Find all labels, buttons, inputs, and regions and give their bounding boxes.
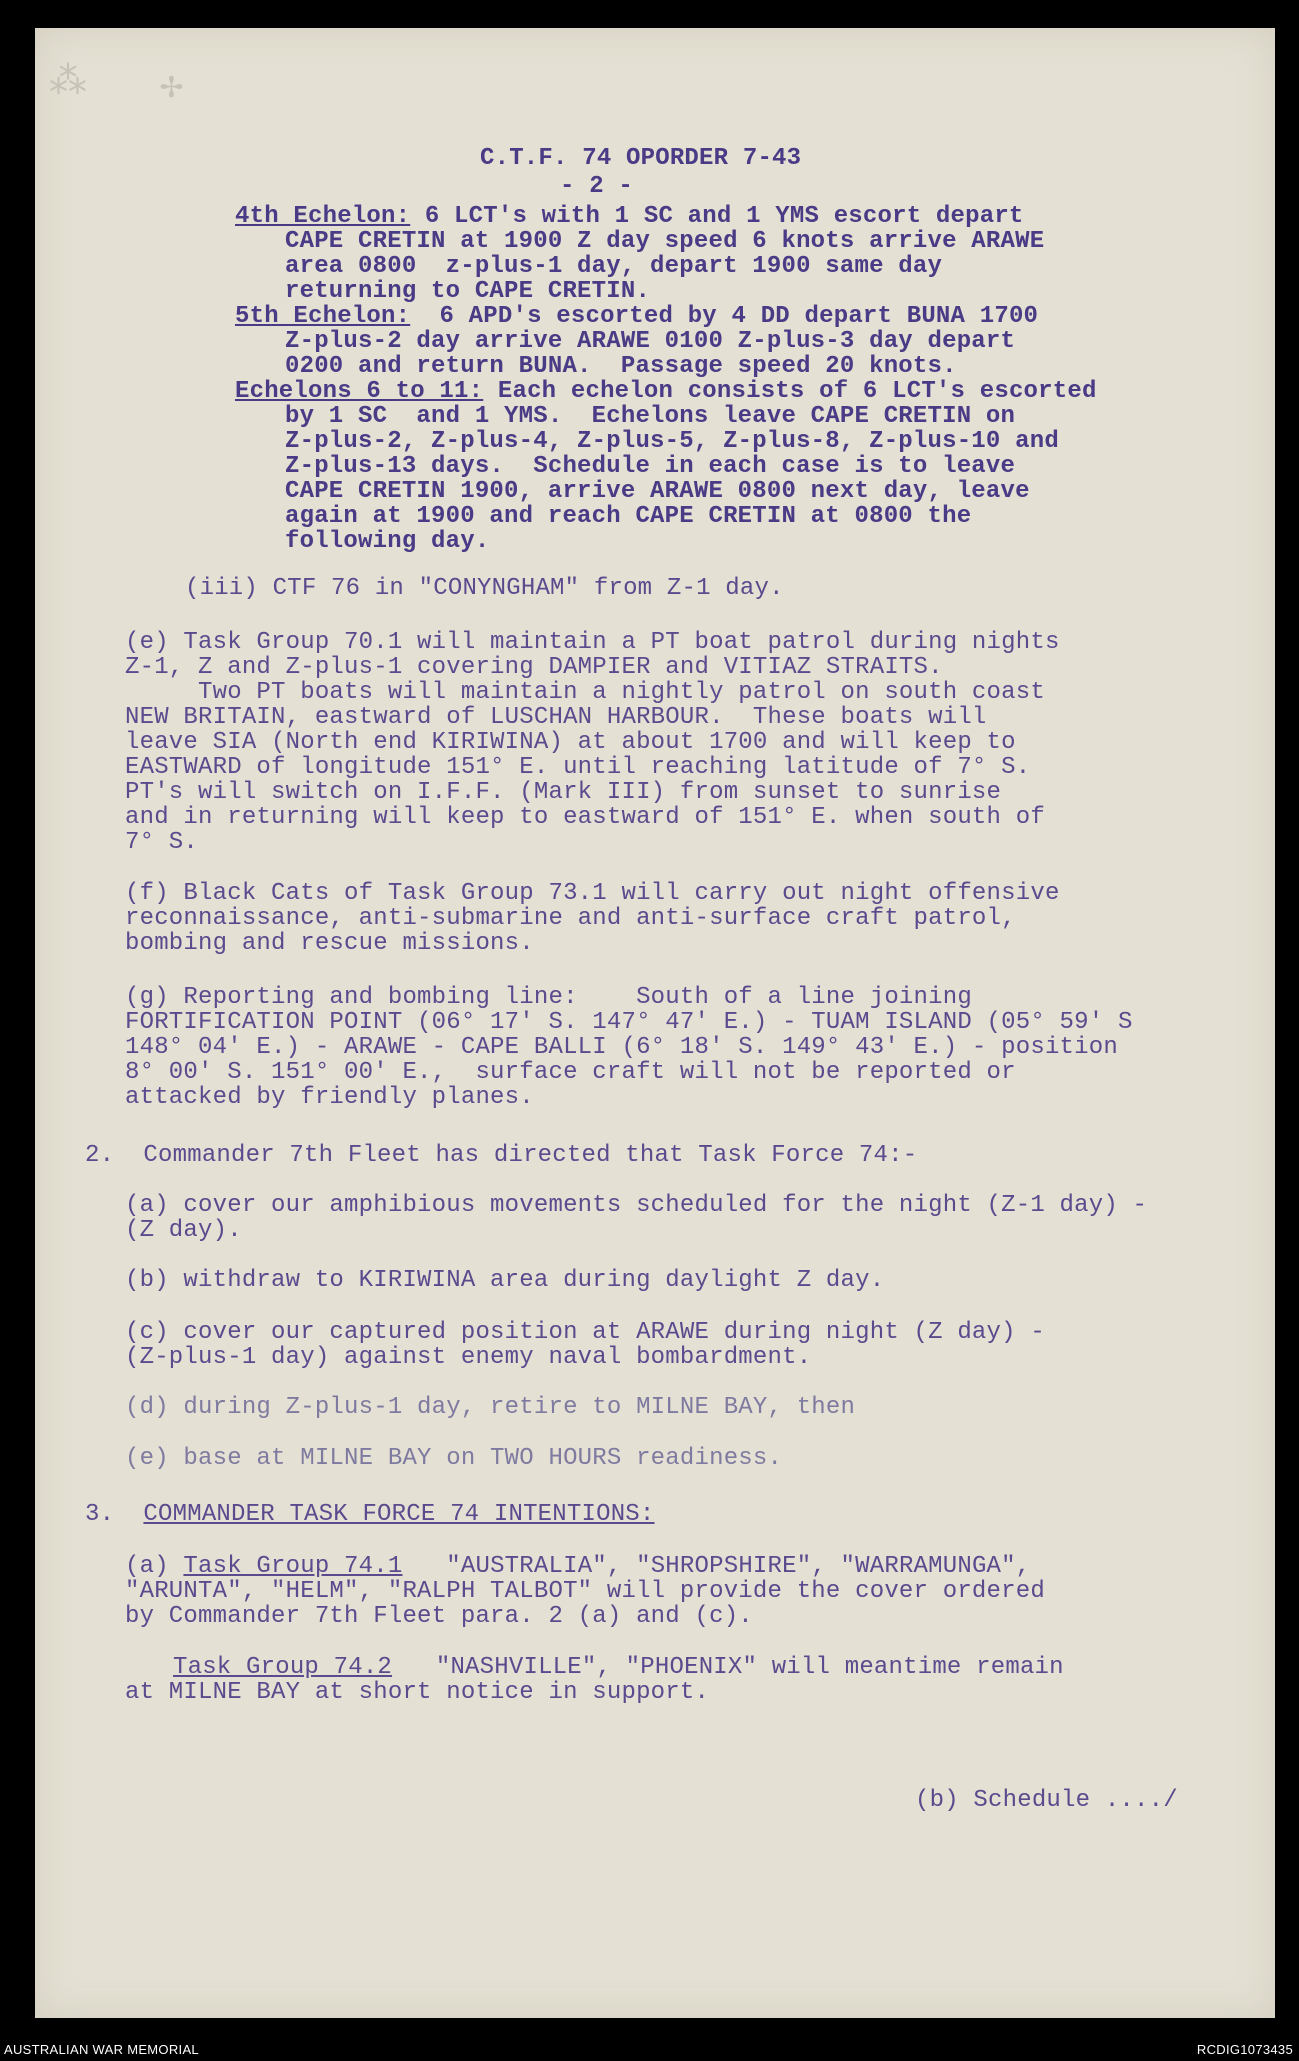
section-2-a: (a) cover our amphibious movements scheduled for the night (Z-1 day) -	[125, 1192, 1148, 1219]
staple-mark: ⁂	[49, 62, 87, 105]
para-f: (f) Black Cats of Task Group 73.1 will carry out night offensive	[125, 880, 1060, 907]
para-g: (g) Reporting and bombing line: South of a line joining	[125, 984, 972, 1011]
echelon-5: 5th Echelon: 6 APD's escorted by 4 DD depart BUNA 1700	[235, 303, 1039, 330]
section-3-heading: 3. COMMANDER TASK FORCE 74 INTENTIONS:	[85, 1501, 655, 1528]
para-e: (e) Task Group 70.1 will maintain a PT boat patrol during nights	[125, 629, 1060, 656]
section-2-b: (b) withdraw to KIRIWINA area during daylight Z day.	[125, 1267, 885, 1294]
page-number: - 2 -	[560, 173, 634, 200]
task-group-74-1: (a) Task Group 74.1 "AUSTRALIA", "SHROPSHIRE", "WARRAMUNGA",	[125, 1553, 1031, 1580]
echelons-6-11: Echelons 6 to 11: Each echelon consists of 6 LCT's escorted	[235, 378, 1097, 405]
footer-credit: AUSTRALIAN WAR MEMORIAL	[4, 2042, 199, 2057]
echelon-label: 5th Echelon:	[235, 303, 411, 330]
echelon-label: 4th Echelon:	[235, 203, 411, 230]
task-group-label: Task Group 74.1	[183, 1553, 403, 1580]
footer-record-id: RCDIG1073435	[1196, 2042, 1293, 2057]
section-2-e: (e) base at MILNE BAY on TWO HOURS readiness.	[125, 1445, 783, 1472]
section-2-d: (d) during Z-plus-1 day, retire to MILNE BAY, then	[125, 1394, 856, 1421]
section-2-heading: 2. Commander 7th Fleet has directed that Task Force 74:-	[85, 1142, 918, 1169]
echelon-label: Echelons 6 to 11:	[235, 378, 484, 405]
section-2-c: (c) cover our captured position at ARAWE during night (Z day) -	[125, 1319, 1045, 1346]
document-page: ⁂ ✢ C.T.F. 74 OPORDER 7-43 - 2 - 4th Echelon: 6 LCT's with 1 SC and 1 YMS escort depart CAPE CRETIN at 1900 Z day speed 6 knots arrive ARAWE area 0800 z-plus-1 day, depart 1900 same day returning to CAPE CRETIN. 5th Echelon: 6 APD's escorted by 4 DD depart BUNA 1700 Z-plus-2 day arrive ARAWE 0100 Z-plus-3 day depart 0200 and return BUNA. Passage speed 20 knots. Echelons 6 to 11: Each echelon consists of 6 LCT's escorted by 1 SC and 1 YMS. Echelons leave CAPE CRETIN on Z-plus-2, Z-plus-4, Z-plus-5, Z-plus-8, Z-plus-10 and Z-plus-13 days. Schedule in each case is to leave CAPE CRETIN 1900, arrive ARAWE 0800 next day, leave again at 1900 and reach CAPE CRETIN at 0800 the following day. (iii) CTF 76 in "CONYNGHAM" from Z-1 day. (e) Task Group 70.1 will maintain a PT boat patrol during nights Z-1, Z and Z-plus-1 covering DAMPIER and VITIAZ STRAITS. Two PT boats will maintain a nightly patrol on south coast NEW BRITAIN, eastward of LUSCHAN HARBOUR. These boats will leave SIA (North end KIRIWINA) at about 1700 and will keep to EASTWARD of longitude 151° E. until reaching latitude of 7° S. PT's will switch on I.F.F. (Mark III) from sunset to sunrise and in returning will keep to eastward of 151° E. when south of 7° S. (f) Black Cats of Task Group 73.1 will carry out night offensive reconnaissance, anti-submarine and anti-surface craft patrol, bombing and rescue missions. (g) Reporting and bombing line: South of a line joining FORTIFICATION POINT (06° 17' S. 147° 47' E.) - TUAM ISLAND (05° 59' S 148° 04' E.) - ARAWE - CAPE BALLI (6° 18' S. 149° 43' E.) - position 8° 00' S. 151° 00' E., surface craft will not be reported or attacked by friendly planes. 2. Commander 7th Fleet has directed that Task Force 74:- (a) cover our amphibious movements scheduled for the night (Z-1 day) - (Z day). (b) withdraw to KIRIWINA area during daylight Z day. (c) cover our captured position at ARAWE during night (Z day) - (Z-plus-1 day) against enemy naval bombardment. (d) during Z-plus-1 day, retire to MILNE BAY, then (e) base at MILNE BAY on TWO HOURS readiness. 3. COMMANDER TASK FORCE 74 INTENTIONS: (a) Task Group 74.1 "AUSTRALIA", "SHROPSHIRE", "WARRAMUNGA", "ARUNTA", "HELM", "RALPH TALBOT" will provide the cover ordered by Commander 7th Fleet para. 2 (a) and (c). Task Group 74.2 "NASHVILLE", "PHOENIX" will meantime remain at MILNE BAY at short notice in support. (b) Schedule ..../	[35, 28, 1275, 2018]
item-iii: (iii) CTF 76 in "CONYNGHAM" from Z-1 day.	[185, 575, 784, 602]
staple-mark: ✢	[160, 66, 183, 109]
task-group-label: Task Group 74.2	[173, 1654, 393, 1681]
task-group-74-2: Task Group 74.2 "NASHVILLE", "PHOENIX" will meantime remain	[173, 1654, 1064, 1681]
echelon-4: 4th Echelon: 6 LCT's with 1 SC and 1 YMS escort depart	[235, 203, 1024, 230]
page-title: C.T.F. 74 OPORDER 7-43	[480, 145, 802, 172]
continuation-note: (b) Schedule ..../	[915, 1787, 1178, 1814]
